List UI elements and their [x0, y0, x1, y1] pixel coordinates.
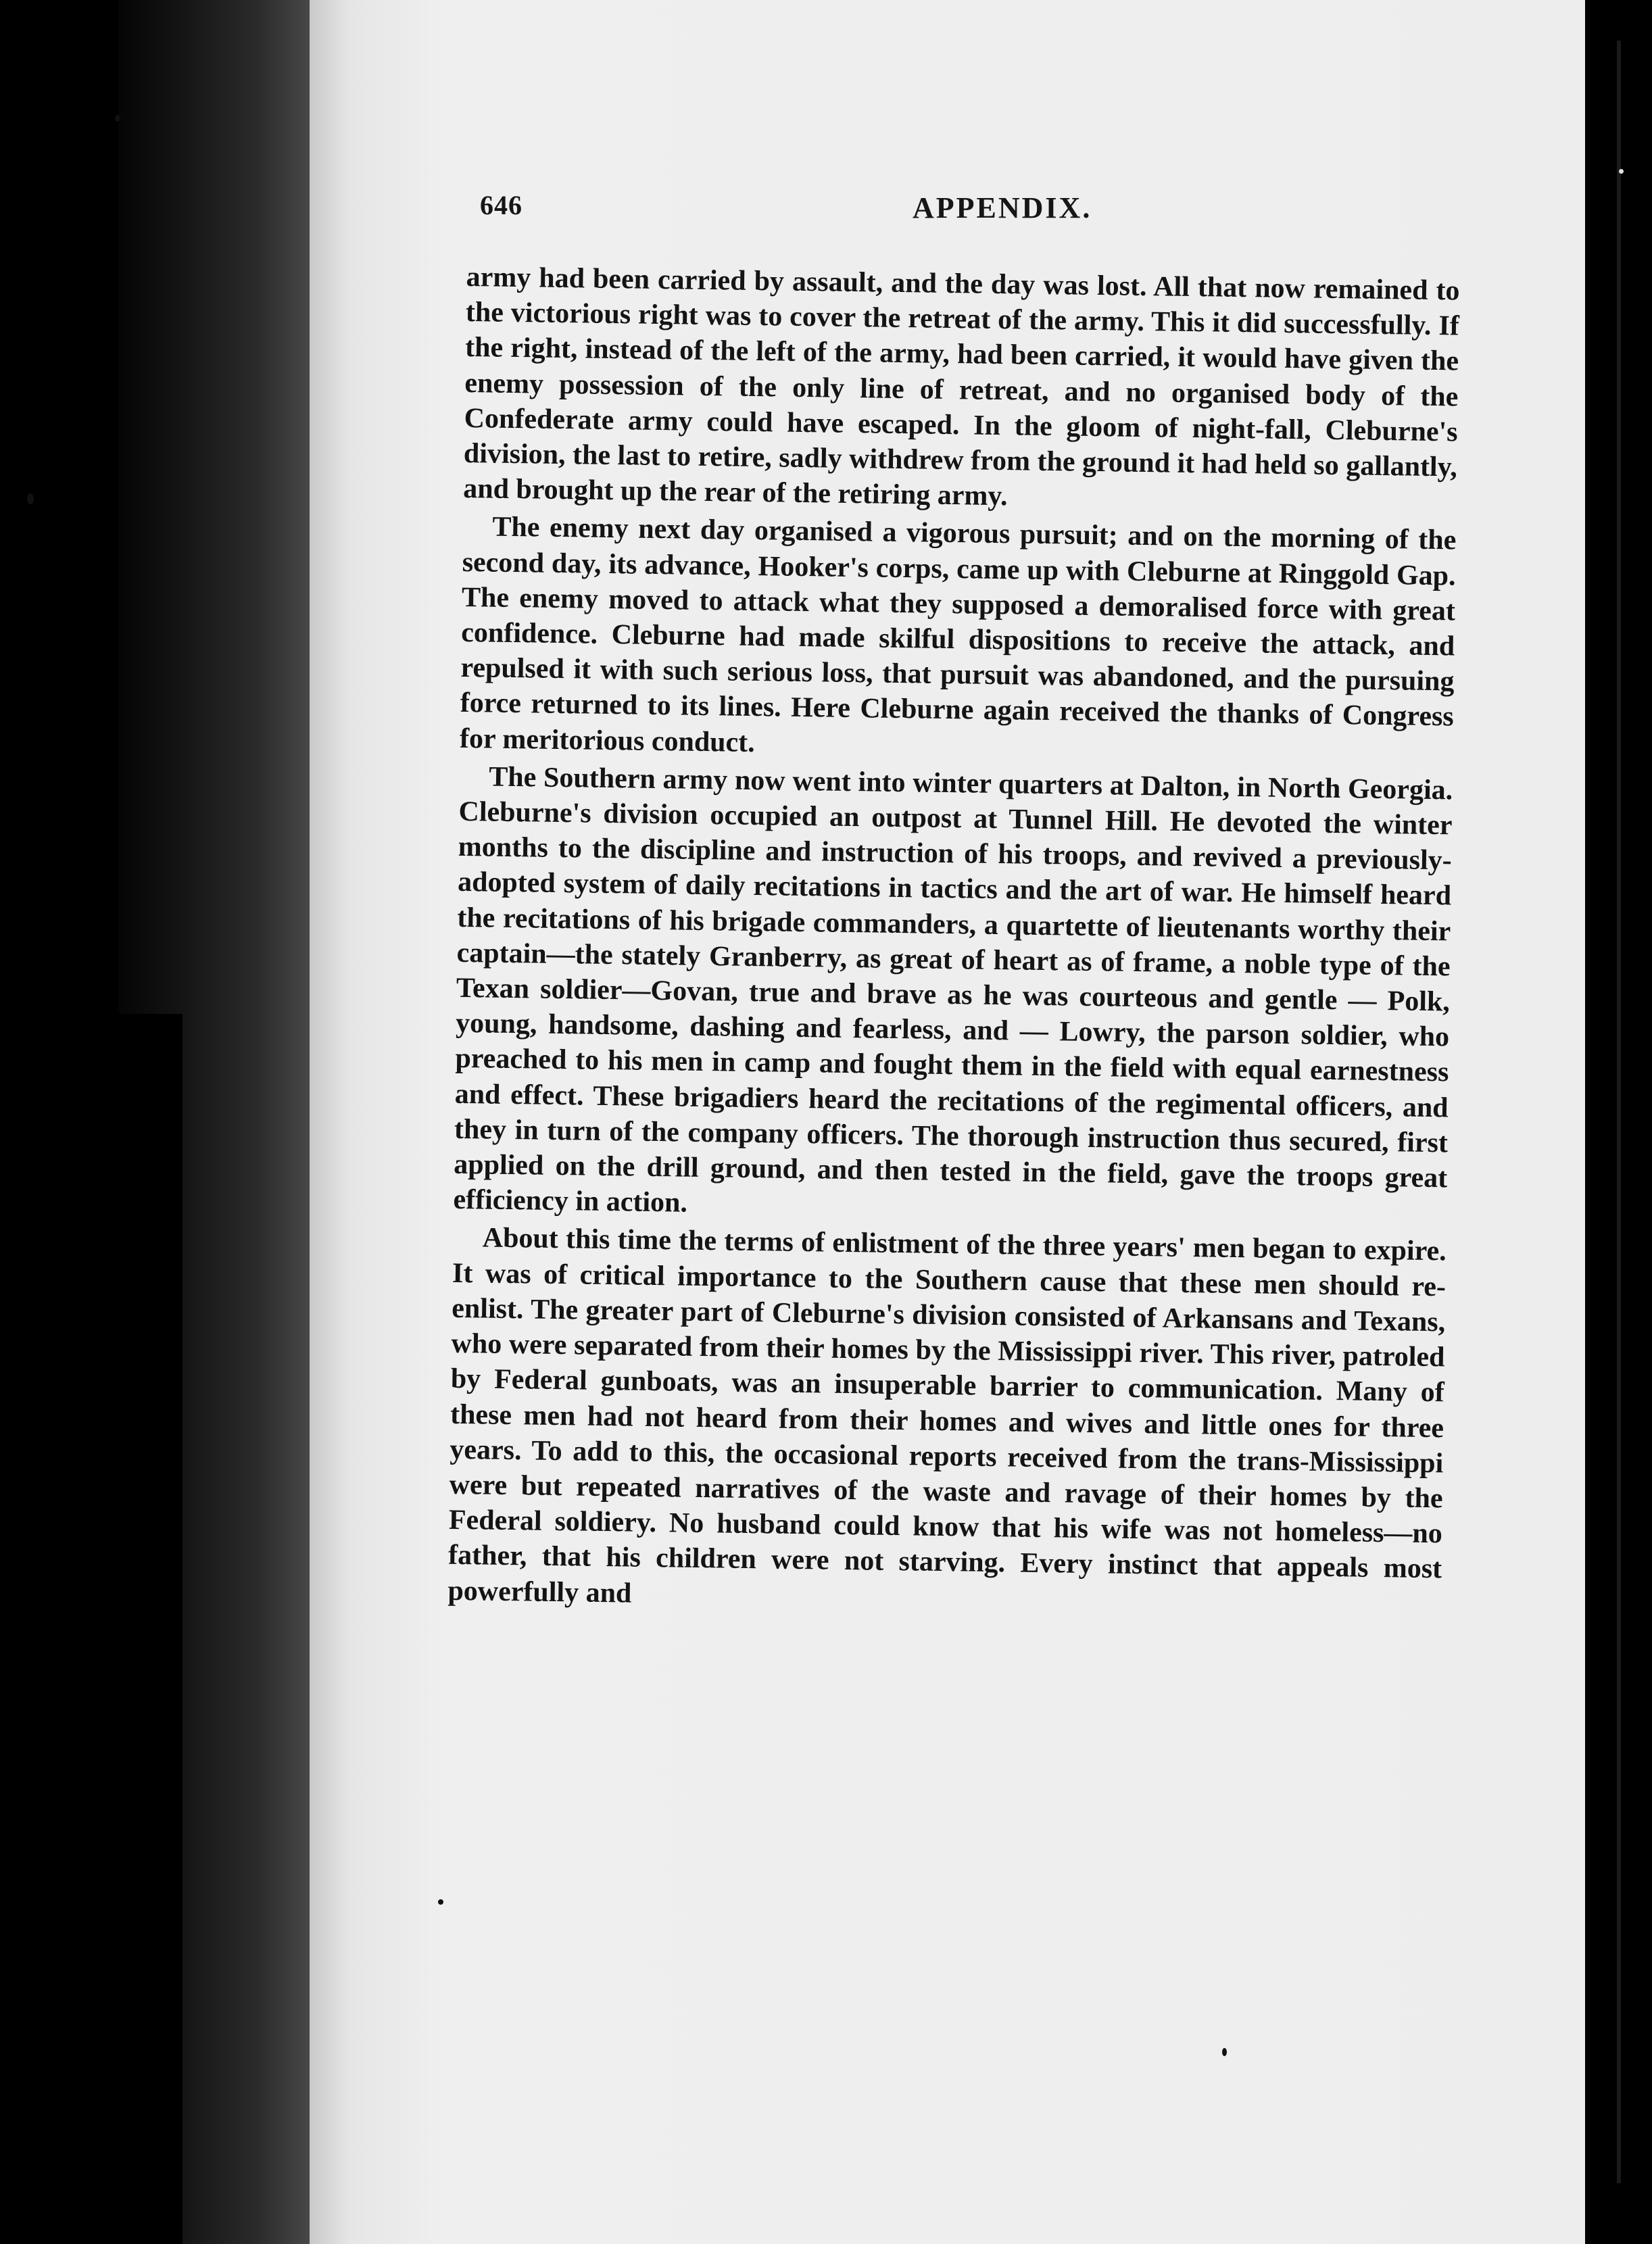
- paragraph-4: About this time the terms of enlistment of the three years' men began to expire. It was of critical importance to the Southern cause that these men should re-enlist. The greater part of Cleburne's division consisted of Arkansans and Texans, who were separated from their homes by the Mississippi river. This river, patroled by Federal gunboats, was an insuperable barrier to communication. Many of these men had not heard from their homes and wives and little ones for three years. To add to this, the occasional reports received from the trans-Mississippi were but repeated narratives of the waste and ravage of their homes by the Federal soldiery. No husband could know that his wife was not homeless—no father, that his children were not starving. Every instinct that appeals most powerfully and: [447, 1222, 1447, 1609]
- page-number: 646: [480, 190, 523, 220]
- scan-speck: [115, 115, 120, 122]
- gutter-shadow: [101, 1014, 183, 2244]
- scan-speck: [1619, 169, 1624, 174]
- right-edge-line: [1617, 41, 1621, 2183]
- running-head: [480, 189, 1487, 230]
- paragraph-1: army had been carried by assault, and the day was lost. All that now remained to the victorious right was to cover the retreat of the army. This it did successfully. If the right, instead of the left of the army, had been carried, it would have given the enemy possession of the only line of retreat, and no organised body of the Confederate army could have escaped. In the gloom of night-fall, Cleburne's division, the last to retire, sadly withdrew from the ground it had held so gallantly, and brought up the rear of the retiring army.: [462, 261, 1460, 512]
- paragraph-2: The enemy next day organised a vigorous pursuit; and on the morning of the second day, its advance, Hooker's corps, came up with Cleburne at Ringgold Gap. The enemy moved to attack what they supposed a demoralised force with great confidence. Cleburne had made skilful dispositions to receive the attack, and repulsed it with such serious loss, that pursuit was abandoned, and the pursuing force returned to its lines. Here Cleburne again received the thanks of Congress for meritorious conduct.: [459, 511, 1457, 758]
- scan-speck: [27, 493, 34, 504]
- running-head-title: APPENDIX.: [913, 191, 1092, 224]
- scan-speck: [1222, 2048, 1227, 2056]
- body-text: [447, 260, 1460, 1622]
- paragraph-3: The Southern army now went into winter quarters at Dalton, in North Georgia. Cleburne's division occupied an outpost at Tunnel Hill. He devoted the winter months to the discipline and instruction of his troops, and revived a previously-adopted system of daily recitations in tactics and the art of war. He himself heard the recitations of his brigade commanders, a quartette of lieutenants worthy their captain—the stately Granberry, as great of heart as of frame, a noble type of the Texan soldier—Govan, true and brave as he was courteous and gentle — Polk, young, handsome, dashing and fearless, and — Lowry, the parson soldier, who preached to his men in camp and fought them in the field with equal earnestness and effect. These brigadiers heard the recitations of the regimental officers, and they in turn of the company officers. The thorough instruction thus secured, first applied on the drill ground, and then tested in the field, gave the troops great efficiency in action.: [453, 761, 1453, 1219]
- scan-speck: [438, 1899, 443, 1905]
